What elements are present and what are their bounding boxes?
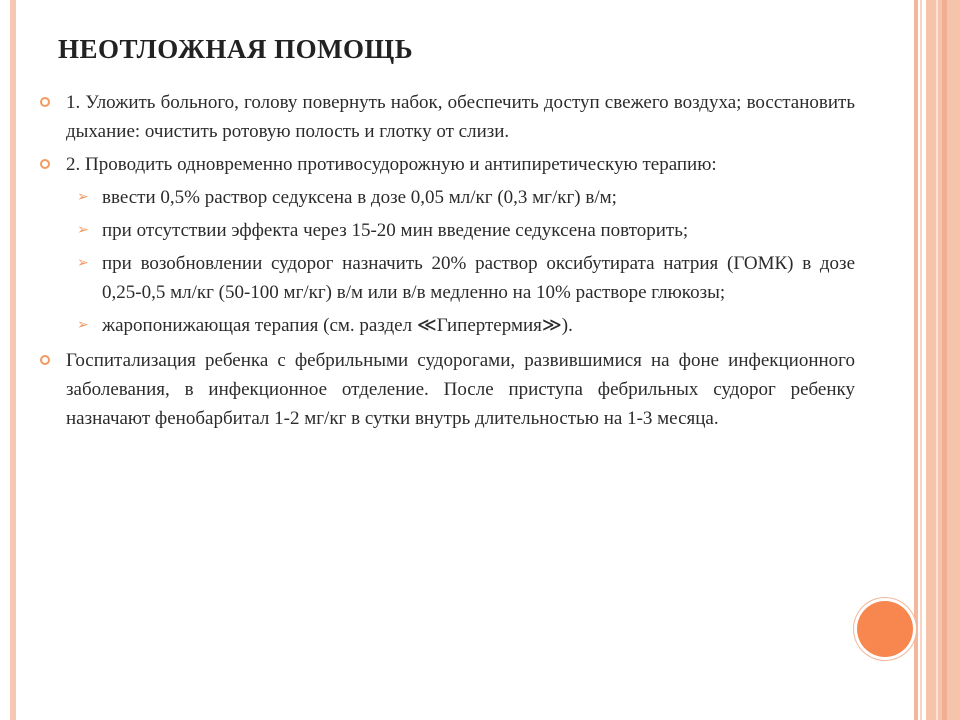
list-item-text: 1. Уложить больного, голову повернуть набок, обеспечить доступ свежего воздуха; восстановить дыхание: очистить ротовую полость и глотку от слизи. <box>66 92 855 142</box>
list-item-text: Госпитализация ребенка с фебрильными судорогами, развившимися на фоне инфекционного заболевания, в инфекционное отделение. После приступа фебрильных судорог ребенку назначают фенобарбитал 1-2 мг/кг в сутки внутрь длительностью на 1-3 месяца. <box>66 350 855 429</box>
list-item-text: 2. Проводить одновременно противосудорожную и антипиретическую терапию: <box>66 154 717 175</box>
stripe <box>920 0 922 720</box>
sub-list-item-text: жаропонижающая терапия (см. раздел ≪Гипертермия≫). <box>102 315 573 336</box>
stripe <box>914 0 918 720</box>
left-frame-line <box>10 0 16 720</box>
arrow-bullet-icon: ➢ <box>77 189 89 205</box>
list-item <box>40 150 855 179</box>
slide-content <box>40 88 855 437</box>
stripe <box>942 0 947 720</box>
right-decorative-stripes <box>914 0 960 720</box>
circle-bullet-icon <box>40 355 50 365</box>
list-item <box>40 88 855 146</box>
decorative-circle-icon <box>857 601 913 657</box>
sub-list-item <box>40 249 855 307</box>
stripe <box>936 0 938 720</box>
sub-list-item-text: ввести 0,5% раствор седуксена в дозе 0,05 мл/кг (0,3 мг/кг) в/м; <box>102 187 617 208</box>
circle-bullet-icon <box>40 97 50 107</box>
arrow-bullet-icon: ➢ <box>77 222 89 238</box>
circle-bullet-icon <box>40 159 50 169</box>
arrow-bullet-icon: ➢ <box>77 317 89 333</box>
sub-list-item <box>40 311 855 340</box>
list-item <box>40 346 855 433</box>
sub-list-item <box>40 183 855 212</box>
slide-title: НЕОТЛОЖНАЯ ПОМОЩЬ <box>58 34 414 64</box>
sub-list-item-text: при возобновлении судорог назначить 20% раствор оксибутирата натрия (ГОМК) в дозе 0,25-0,5 мл/кг (50-100 мг/кг) в/м или в/в медленно на 10% растворе глюкозы; <box>102 253 855 303</box>
arrow-bullet-icon: ➢ <box>77 255 89 271</box>
sub-list-item-text: при отсутствии эффекта через 15-20 мин введение седуксена повторить; <box>102 220 689 241</box>
sub-list-item <box>40 216 855 245</box>
